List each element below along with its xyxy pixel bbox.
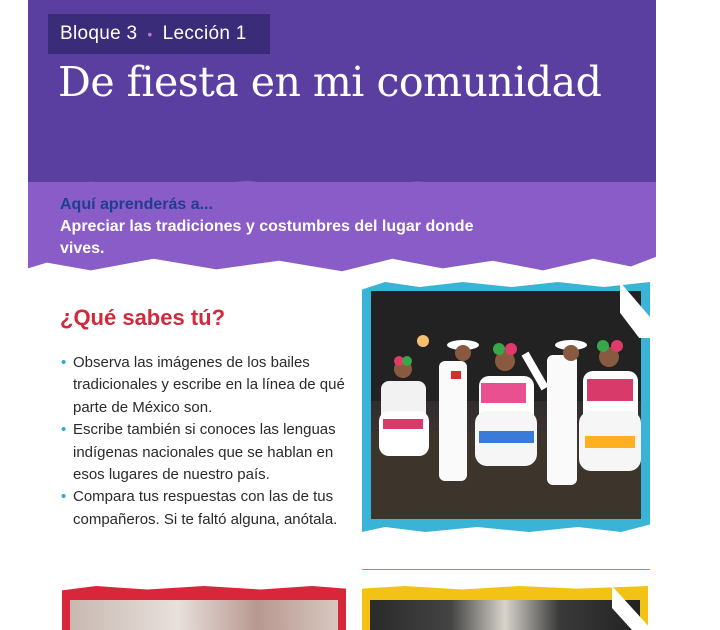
objective-text: Apreciar las tradiciones y costumbres del lugar donde vives. (60, 218, 474, 257)
dancer-photo-red-frame (70, 600, 338, 630)
objective-kicker: Aquí aprenderás a... (60, 196, 213, 213)
objective-box (60, 196, 520, 260)
breadcrumb-separator: • (147, 26, 153, 42)
activity-list (60, 352, 360, 531)
list-item: • Observa las imágenes de los bailes tradicionales y escribe en la línea de qué parte de México son. (60, 352, 360, 419)
answer-line (362, 569, 650, 570)
list-item: • Escribe también si conoces las lenguas indígenas nacionales que se hablan en esos lugares de nuestro país. (60, 419, 360, 486)
list-item: • Compara tus respuestas con las de tus compañeros. Si te faltó alguna, anótala. (60, 486, 360, 531)
section-heading: ¿Qué sabes tú? (60, 305, 226, 330)
dancers-illustration (371, 291, 641, 519)
breadcrumb (48, 14, 270, 54)
page-title: De fiesta en mi comunidad (58, 58, 602, 106)
dancer-photo-yellow-frame (370, 600, 640, 630)
block-label: Bloque 3 (60, 23, 138, 44)
lesson-label: Lección 1 (162, 23, 247, 44)
folk-dance-photo (371, 291, 641, 519)
